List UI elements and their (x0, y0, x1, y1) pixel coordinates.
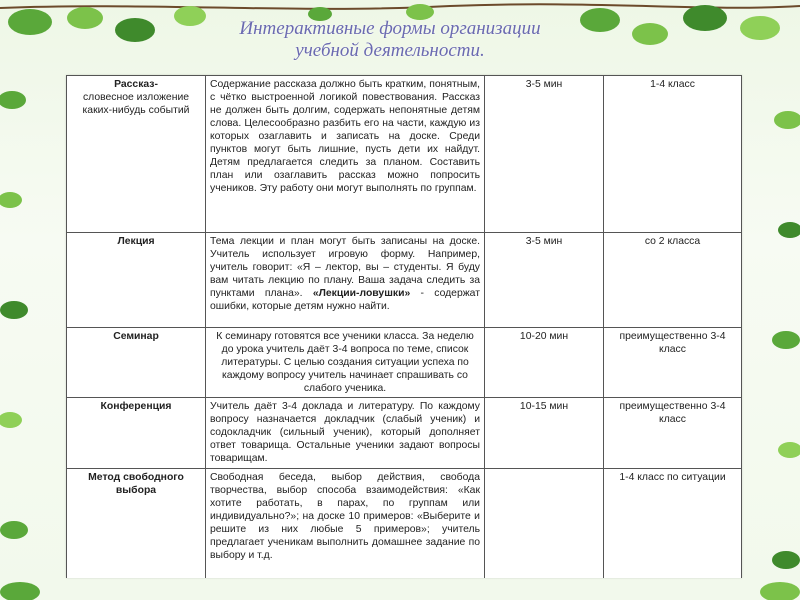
description-cell: Учитель даёт 3-4 доклада и литературу. По каждому вопросу назначается докладчик (слабый ученик) и содокладчик (сильный ученик), который дополняет ответ товарища. Остальные ученики задают вопросы товарищам. (206, 398, 485, 469)
duration-cell: 3-5 мин (485, 233, 604, 328)
form-subtitle: словесное изложение каких-нибудь событий (82, 92, 190, 116)
grade-cell: 1-4 класс (604, 76, 742, 233)
leaf-icon (115, 18, 155, 42)
description-bold-term: «Лекции-ловушки» (312, 288, 411, 299)
duration-cell: 10-20 мин (485, 328, 604, 398)
description-text: Тема лекции и план могут быть записаны на доске. Учитель использует игровую форму. Например, учитель говорит: «Я – лектор, вы – студенты. Я буду вам читать лекцию по плану. Ваша задача следить за пунктами плана». (210, 236, 480, 299)
form-name-cell: Семинар (67, 328, 206, 398)
grade-cell: со 2 класса (604, 233, 742, 328)
description-cell (206, 233, 485, 328)
duration-cell: 3-5 мин (485, 76, 604, 233)
foliage-right-decoration (770, 60, 800, 600)
slide-title (190, 18, 590, 62)
leaf-icon (67, 7, 103, 29)
form-name-cell: Метод свободного выбора (67, 469, 206, 579)
leaf-icon (8, 9, 52, 35)
table-row (67, 328, 742, 398)
leaf-icon (683, 5, 727, 31)
forms-table (66, 75, 742, 578)
slide-title-line-2: учебной деятельности. (295, 40, 485, 61)
foliage-left-decoration (0, 60, 30, 600)
description-cell: Содержание рассказа должно быть кратким, понятным, с чётко выстроенной логикой повествования. Рассказ не должен быть долгим, содержать непонятные детям слова. Целесообразно разбить его на части, каждую из которых озаглавить и записать на доске. Среди пунктов могут быть лишние, пусть дети их найдут. Детям предлагается следить за планом. Составить план или озаглавить рассказ можно попросить учеников. Эту работу они могут выполнять по группам. (206, 76, 485, 233)
grade-cell: преимущественно 3-4 класс (604, 328, 742, 398)
form-name: Рассказ- (114, 79, 158, 90)
grade-cell: 1-4 класс по ситуации (604, 469, 742, 579)
table-row (67, 469, 742, 579)
grade-cell: преимущественно 3-4 класс (604, 398, 742, 469)
form-name-cell: Лекция (67, 233, 206, 328)
table-row (67, 398, 742, 469)
description-cell: К семинару готовятся все ученики класса. За неделю до урока учитель даёт 3-4 вопроса по теме, список литературы. С целью создания ситуации успеха по каждому вопросу учитель начинает спрашивать со слабого ученика. (206, 328, 485, 398)
description-cell: Свободная беседа, выбор действия, свобода творчества, выбор способа взаимодействия: «Как хотите работать, в парах, по группам или индивидуально?»; на доске 10 примеров: «Выберите и решите из них любые 5 примеров»; учитель предлагает ученикам выполнить домашнее задание по выбору и т.д. (206, 469, 485, 579)
form-name-cell: Конференция (67, 398, 206, 469)
table-row (67, 76, 742, 233)
leaf-icon (632, 23, 668, 45)
scanned-table-document (66, 75, 742, 578)
slide-title-line-1: Интерактивные формы организации (239, 18, 541, 39)
table-row (67, 233, 742, 328)
leaf-icon (740, 16, 780, 40)
description-tail: - содержат ошибки, которые детям нужно найти. (210, 288, 480, 312)
duration-cell (485, 469, 604, 579)
form-name-cell (67, 76, 206, 233)
duration-cell: 10-15 мин (485, 398, 604, 469)
